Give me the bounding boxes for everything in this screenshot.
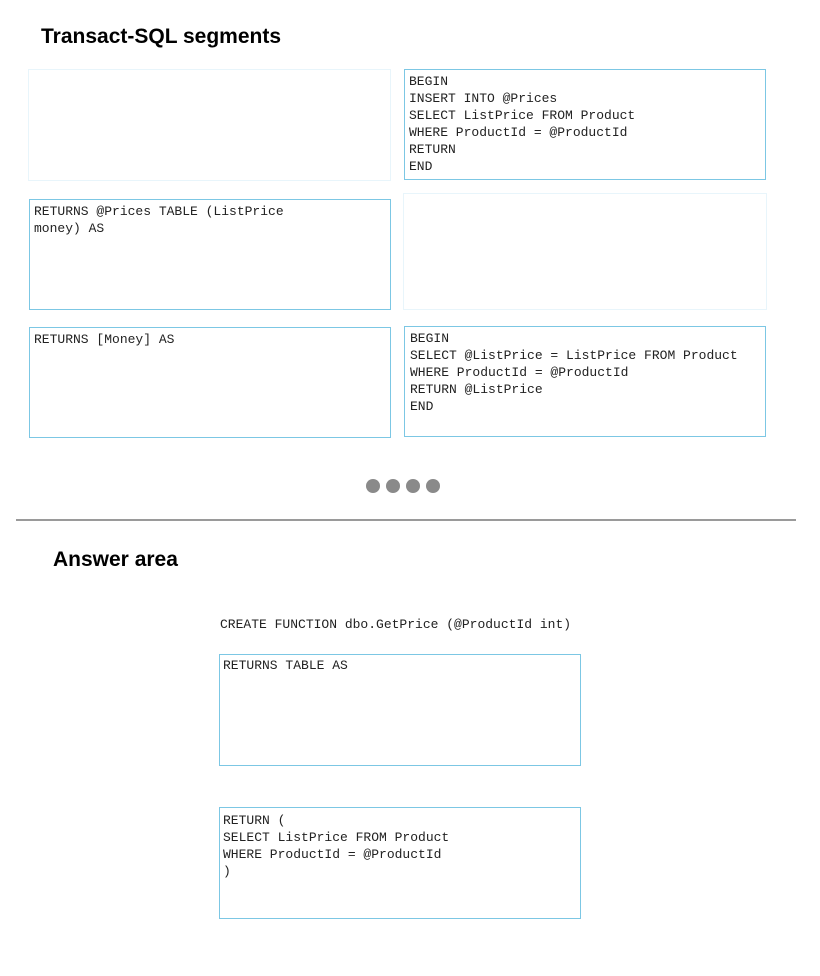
answer-code: RETURNS TABLE AS [223,658,348,673]
create-function-line: CREATE FUNCTION dbo.GetPrice (@ProductId int) [220,617,572,632]
answer-area-title: Answer area [53,548,178,571]
segment-code [29,70,390,73]
segment-returns-money[interactable] [29,327,391,438]
segment-code: RETURNS [Money] AS [34,332,175,347]
page-dot-3[interactable] [406,479,420,493]
segment-begin-insert-into-prices[interactable] [404,69,766,180]
segment-code: BEGIN SELECT @ListPrice = ListPrice FROM Product WHERE ProductId = @ProductId RETURN @ListPrice END [410,331,738,414]
segment-begin-select-listprice[interactable] [404,326,766,437]
segment-code: RETURNS @Prices TABLE (ListPrice money) AS [34,204,284,236]
segment-code [404,194,766,197]
page-dot-1[interactable] [366,479,380,493]
segments-title: Transact-SQL segments [41,25,282,48]
page-dot-2[interactable] [386,479,400,493]
section-divider [16,519,796,521]
page-dot-4[interactable] [426,479,440,493]
answer-drop-target-1[interactable] [219,654,581,766]
answer-code: RETURN ( SELECT ListPrice FROM Product WHERE ProductId = @ProductId ) [223,813,450,879]
segment-slot-4[interactable] [403,193,767,310]
pagination-dots [366,479,440,493]
answer-drop-target-2[interactable] [219,807,581,919]
segment-slot-1[interactable] [28,69,391,181]
segment-code: BEGIN INSERT INTO @Prices SELECT ListPrice FROM Product WHERE ProductId = @ProductId RETURN END [409,74,636,174]
segment-returns-prices-table[interactable] [29,199,391,310]
